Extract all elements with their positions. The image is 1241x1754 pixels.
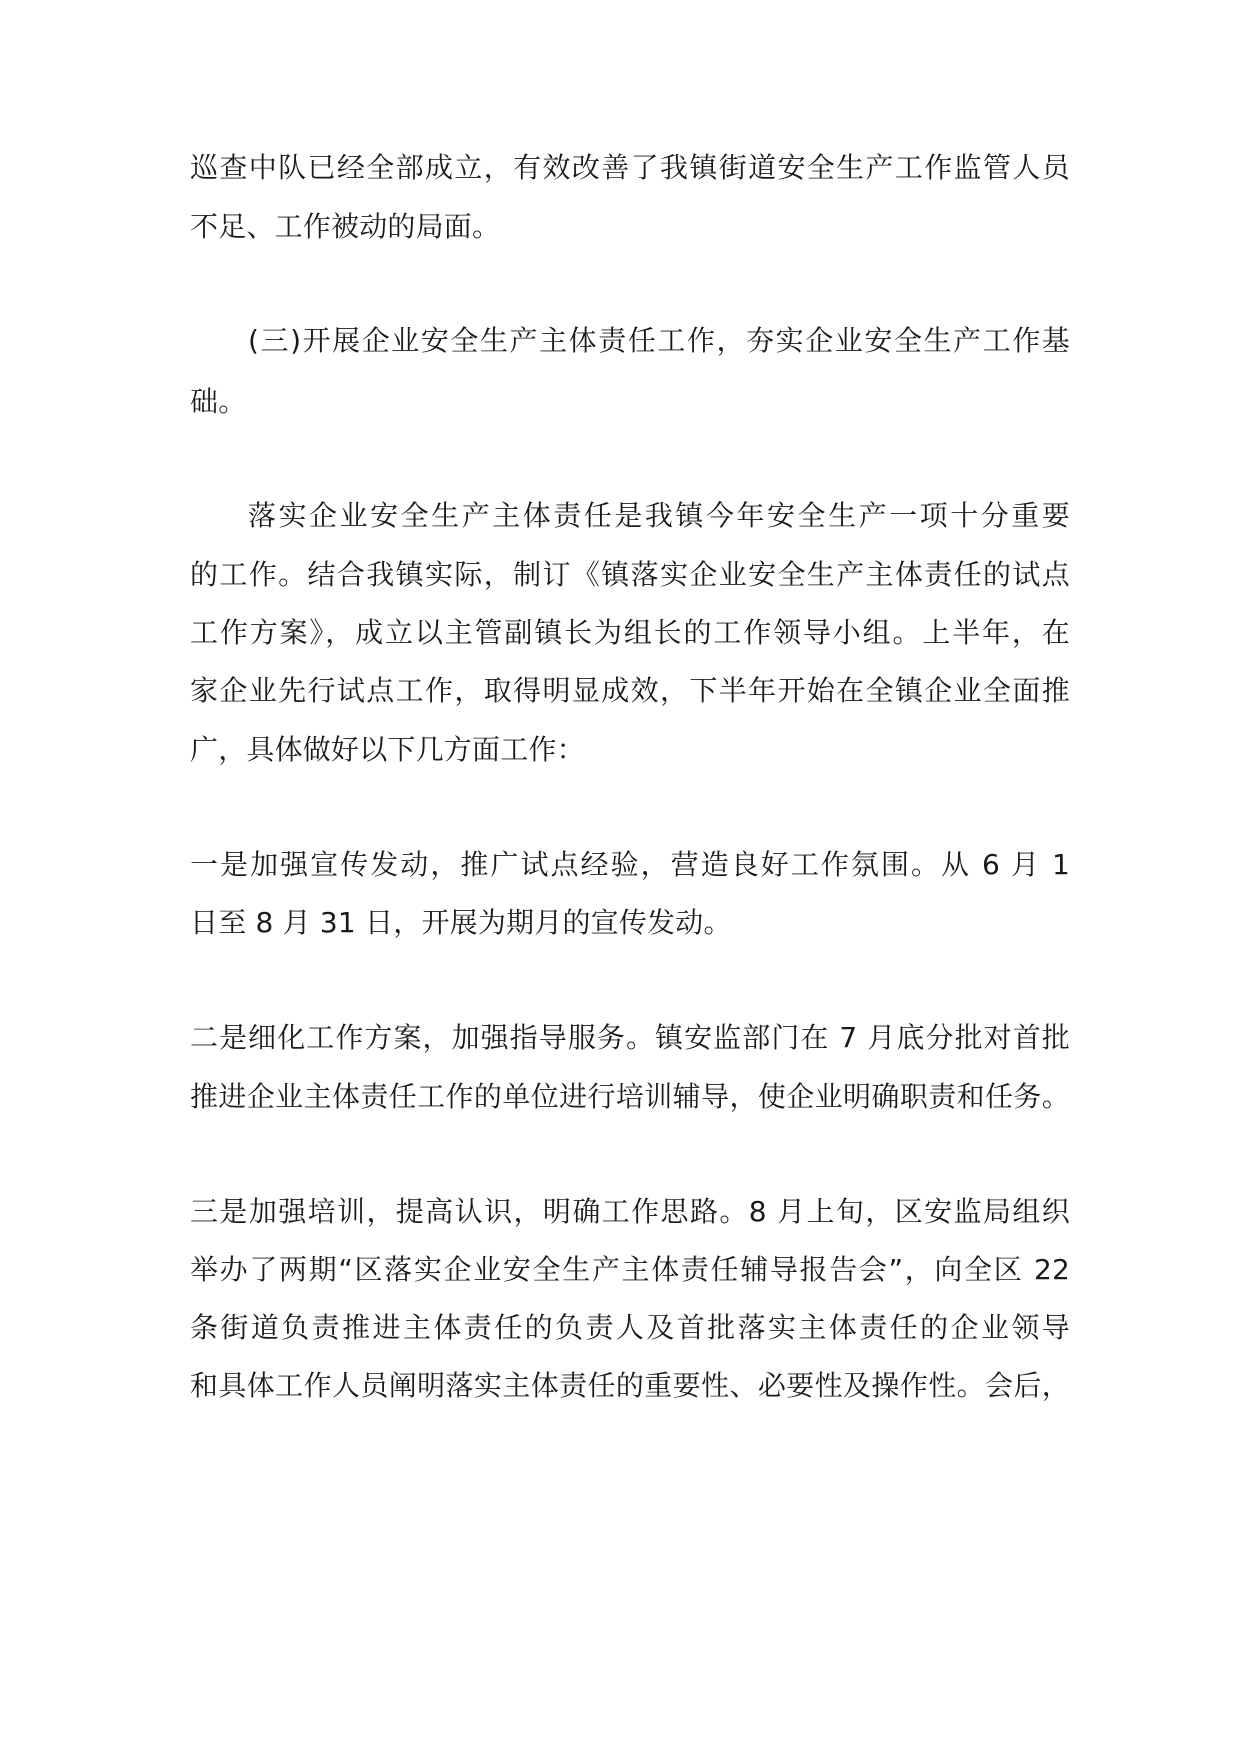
paragraph-3-line-2: 的工作。结合我镇实际，制订《镇落实企业安全生产主体责任的试点 <box>190 558 1070 591</box>
paragraph-6-line-1: 三是加强培训，提高认识，明确工作思路。8 月上旬，区安监局组织 <box>190 1195 1070 1228</box>
paragraph-1-line-1: 巡查中队已经全部成立，有效改善了我镇街道安全生产工作监管人员 <box>190 151 1070 184</box>
paragraph-2-line-2: 础。 <box>190 385 247 418</box>
paragraph-6-line-3: 条街道负责推进主体责任的负责人及首批落实主体责任的企业领导 <box>190 1311 1070 1344</box>
paragraph-1-line-2: 不足、工作被动的局面。 <box>190 210 501 243</box>
paragraph-3-line-4: 家企业先行试点工作，取得明显成效，下半年开始在全镇企业全面推 <box>190 674 1070 707</box>
paragraph-5-line-1: 二是细化工作方案，加强指导服务。镇安监部门在 7 月底分批对首批 <box>190 1021 1070 1054</box>
paragraph-4-line-2: 日至 8 月 31 日，开展为期月的宣传发动。 <box>190 906 732 939</box>
paragraph-3-line-1: 落实企业安全生产主体责任是我镇今年安全生产一项十分重要 <box>248 499 1070 532</box>
paragraph-2-line-1: (三)开展企业安全生产主体责任工作，夯实企业安全生产工作基 <box>248 324 1070 357</box>
paragraph-6-line-2: 举办了两期“区落实企业安全生产主体责任辅导报告会”，向全区 22 <box>190 1253 1070 1286</box>
paragraph-6-line-4: 和具体工作人员阐明落实主体责任的重要性、必要性及操作性。会后， <box>190 1369 1070 1402</box>
paragraph-3-line-5: 广，具体做好以下几方面工作： <box>190 733 585 766</box>
paragraph-4-line-1: 一是加强宣传发动，推广试点经验，营造良好工作氛围。从 6 月 1 <box>190 848 1070 881</box>
paragraph-3-line-3: 工作方案》，成立以主管副镇长为组长的工作领导小组。上半年，在 <box>190 616 1070 649</box>
paragraph-5-line-2: 推进企业主体责任工作的单位进行培训辅导，使企业明确职责和任务。 <box>190 1080 1070 1113</box>
